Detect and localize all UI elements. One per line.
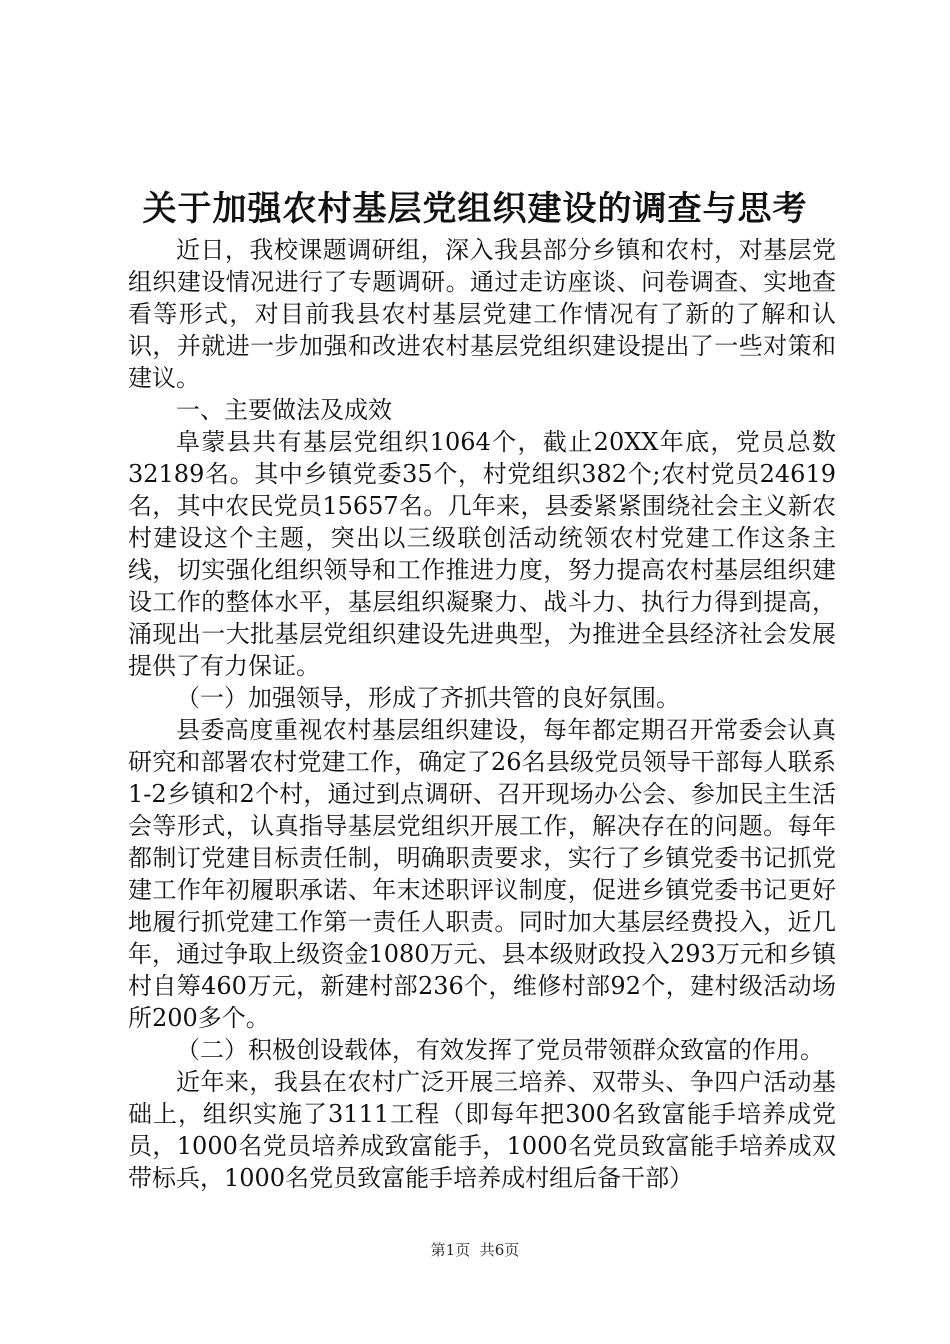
paragraph-leadership: 县委高度重视农村基层组织建设，每年都定期召开常委会认真研究和部署农村党建工作，确定了26名县级党员领导干部每人联系1-2乡镇和2个村，通过到点调研、召开现场办公会、参加民主生活会等形式，认真指导基层党组织开展工作，解决存在的问题。每年都制订党建目标责任制，明确职责要求，实行了乡镇党委书记抓党建工作年初履职承诺、年末述职评议制度，促进乡镇党委书记更好地履行抓党建工作第一责任人职责。同时加大基层经费投入，近几年，通过争取上级资金1080万元、县本级财政投入293万元和乡镇村自筹460万元，新建村部236个，维修村部92个，建村级活动场所200多个。 xyxy=(128,716,836,1032)
section-heading-main-practices: 一、主要做法及成效 xyxy=(176,396,392,424)
paragraph-overview: 阜蒙县共有基层党组织1064个，截止20XX年底，党员总数32189名。其中乡镇党委35个，村党组织382个;农村党员24619名，其中农民党员15657名。几年来，县委紧紧围绕社会主义新农村建设这个主题，突出以三级联创活动统领农村党建工作这条主线，切实强化组织领导和工作推进力度，努力提高农村基层组织建设工作的整体水平，基层组织凝聚力、战斗力、执行力得到提高，涌现出一大批基层党组织建设先进典型，为推进全县经济社会发展提供了有力保证。 xyxy=(128,428,836,680)
paragraph-activities: 近年来，我县在农村广泛开展三培养、双带头、争四户活动基础上，组织实施了3111工程（即每年把300名致富能手培养成党员，1000名党员培养成致富能手，1000名党员致富能手培养成双带标兵，1000名党员致富能手培养成村组后备干部） xyxy=(128,1068,836,1192)
page-number: 第1页 xyxy=(430,1241,471,1259)
document-body xyxy=(128,234,836,1194)
subsection-heading-1: （一）加强领导，形成了齐抓共管的良好氛围。 xyxy=(176,684,680,712)
page-total: 共6页 xyxy=(479,1241,520,1259)
subsection-heading-2: （二）积极创设载体，有效发挥了党员带领群众致富的作用。 xyxy=(176,1036,824,1064)
document-title: 关于加强农村基层党组织建设的调查与思考 xyxy=(142,189,808,229)
paragraph-intro: 近日，我校课题调研组，深入我县部分乡镇和农村，对基层党组织建设情况进行了专题调研。通过走访座谈、问卷调查、实地查看等形式，对目前我县农村基层党建工作情况有了新的了解和认识，并就进一步加强和改进农村基层党组织建设提出了一些对策和建议。 xyxy=(128,236,836,392)
page-footer xyxy=(0,1240,950,1260)
